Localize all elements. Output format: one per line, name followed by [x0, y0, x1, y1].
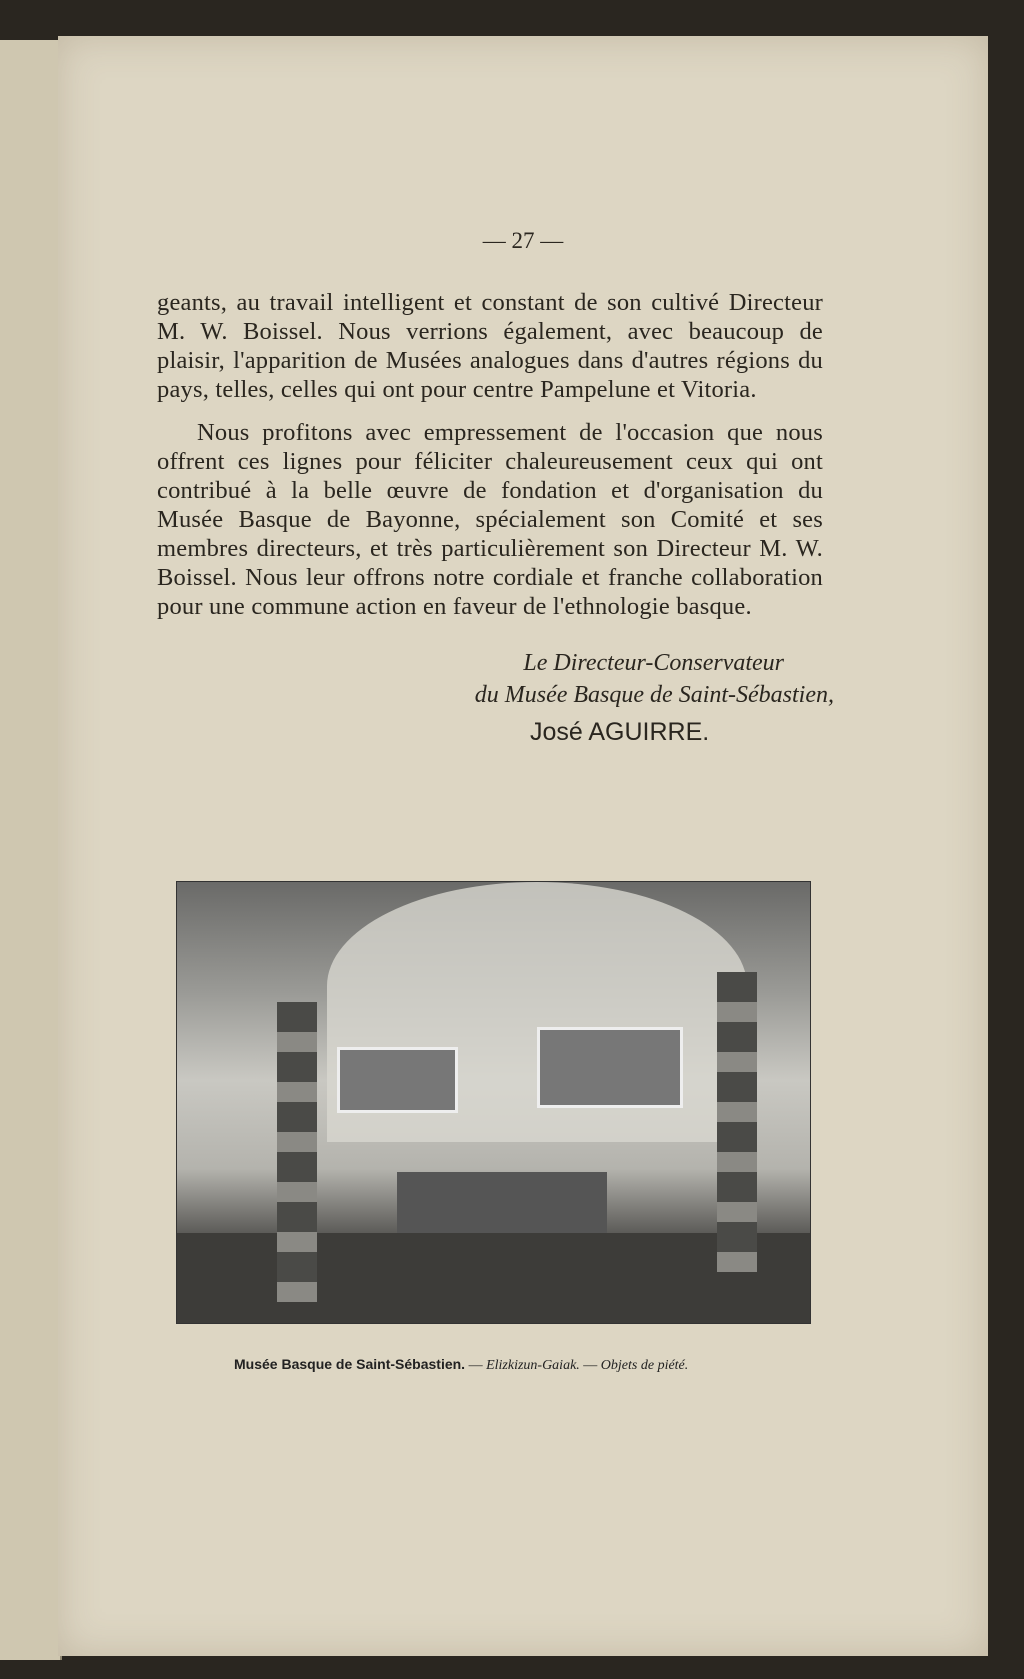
- caption-sep: —: [465, 1358, 487, 1373]
- caption-sep: —: [579, 1358, 601, 1373]
- photo-tapestry: [537, 1027, 683, 1108]
- photo-column: [277, 1002, 317, 1302]
- left-page-edge: [0, 40, 62, 1660]
- signature-title: Le Directeur-Conservateur: [523, 650, 784, 676]
- photo-caption: [234, 1356, 688, 1374]
- paragraph-1: [157, 288, 823, 404]
- photo-column: [717, 972, 757, 1272]
- caption-basque: Elizkizun-Gaiak.: [486, 1358, 580, 1373]
- photo-tapestry: [337, 1047, 458, 1113]
- caption-title: Musée Basque de Saint-Sébastien.: [234, 1356, 466, 1372]
- photo-floor: [177, 1233, 810, 1323]
- caption-french: Objets de piété.: [600, 1358, 689, 1373]
- paragraph-2-text: Nous profitons avec empressement de l'occasion que nous offrent ces lignes pour féliciter chaleureusement ceux qui ont contribué à la belle œuvre de fondation et d'organisation du Musée Basque de Bayonne, spécialement son Comité et ses membres directeurs, et très particulièrement son Directeur M. W. Boissel. Nous leur offrons notre cordiale et franche collaboration pour une commune action en faveur de l'ethnologie basque.: [157, 419, 823, 620]
- signature-name: José AGUIRRE.: [530, 718, 710, 746]
- page-number: — 27 —: [482, 228, 564, 253]
- paragraph-1-text: geants, au travail intelligent et constant de son cultivé Directeur M. W. Boissel. Nous verrions également, avec beaucoup de plaisir, l'apparition de Musées analogues dans d'autres régions du pays, telles, celles qui ont pour centre Pampelune et Vitoria.: [157, 289, 823, 403]
- museum-photo: [176, 881, 811, 1324]
- page: [58, 36, 988, 1656]
- signature-museum: du Musée Basque de Saint-Sébastien,: [474, 682, 834, 708]
- paragraph-2: [157, 418, 823, 621]
